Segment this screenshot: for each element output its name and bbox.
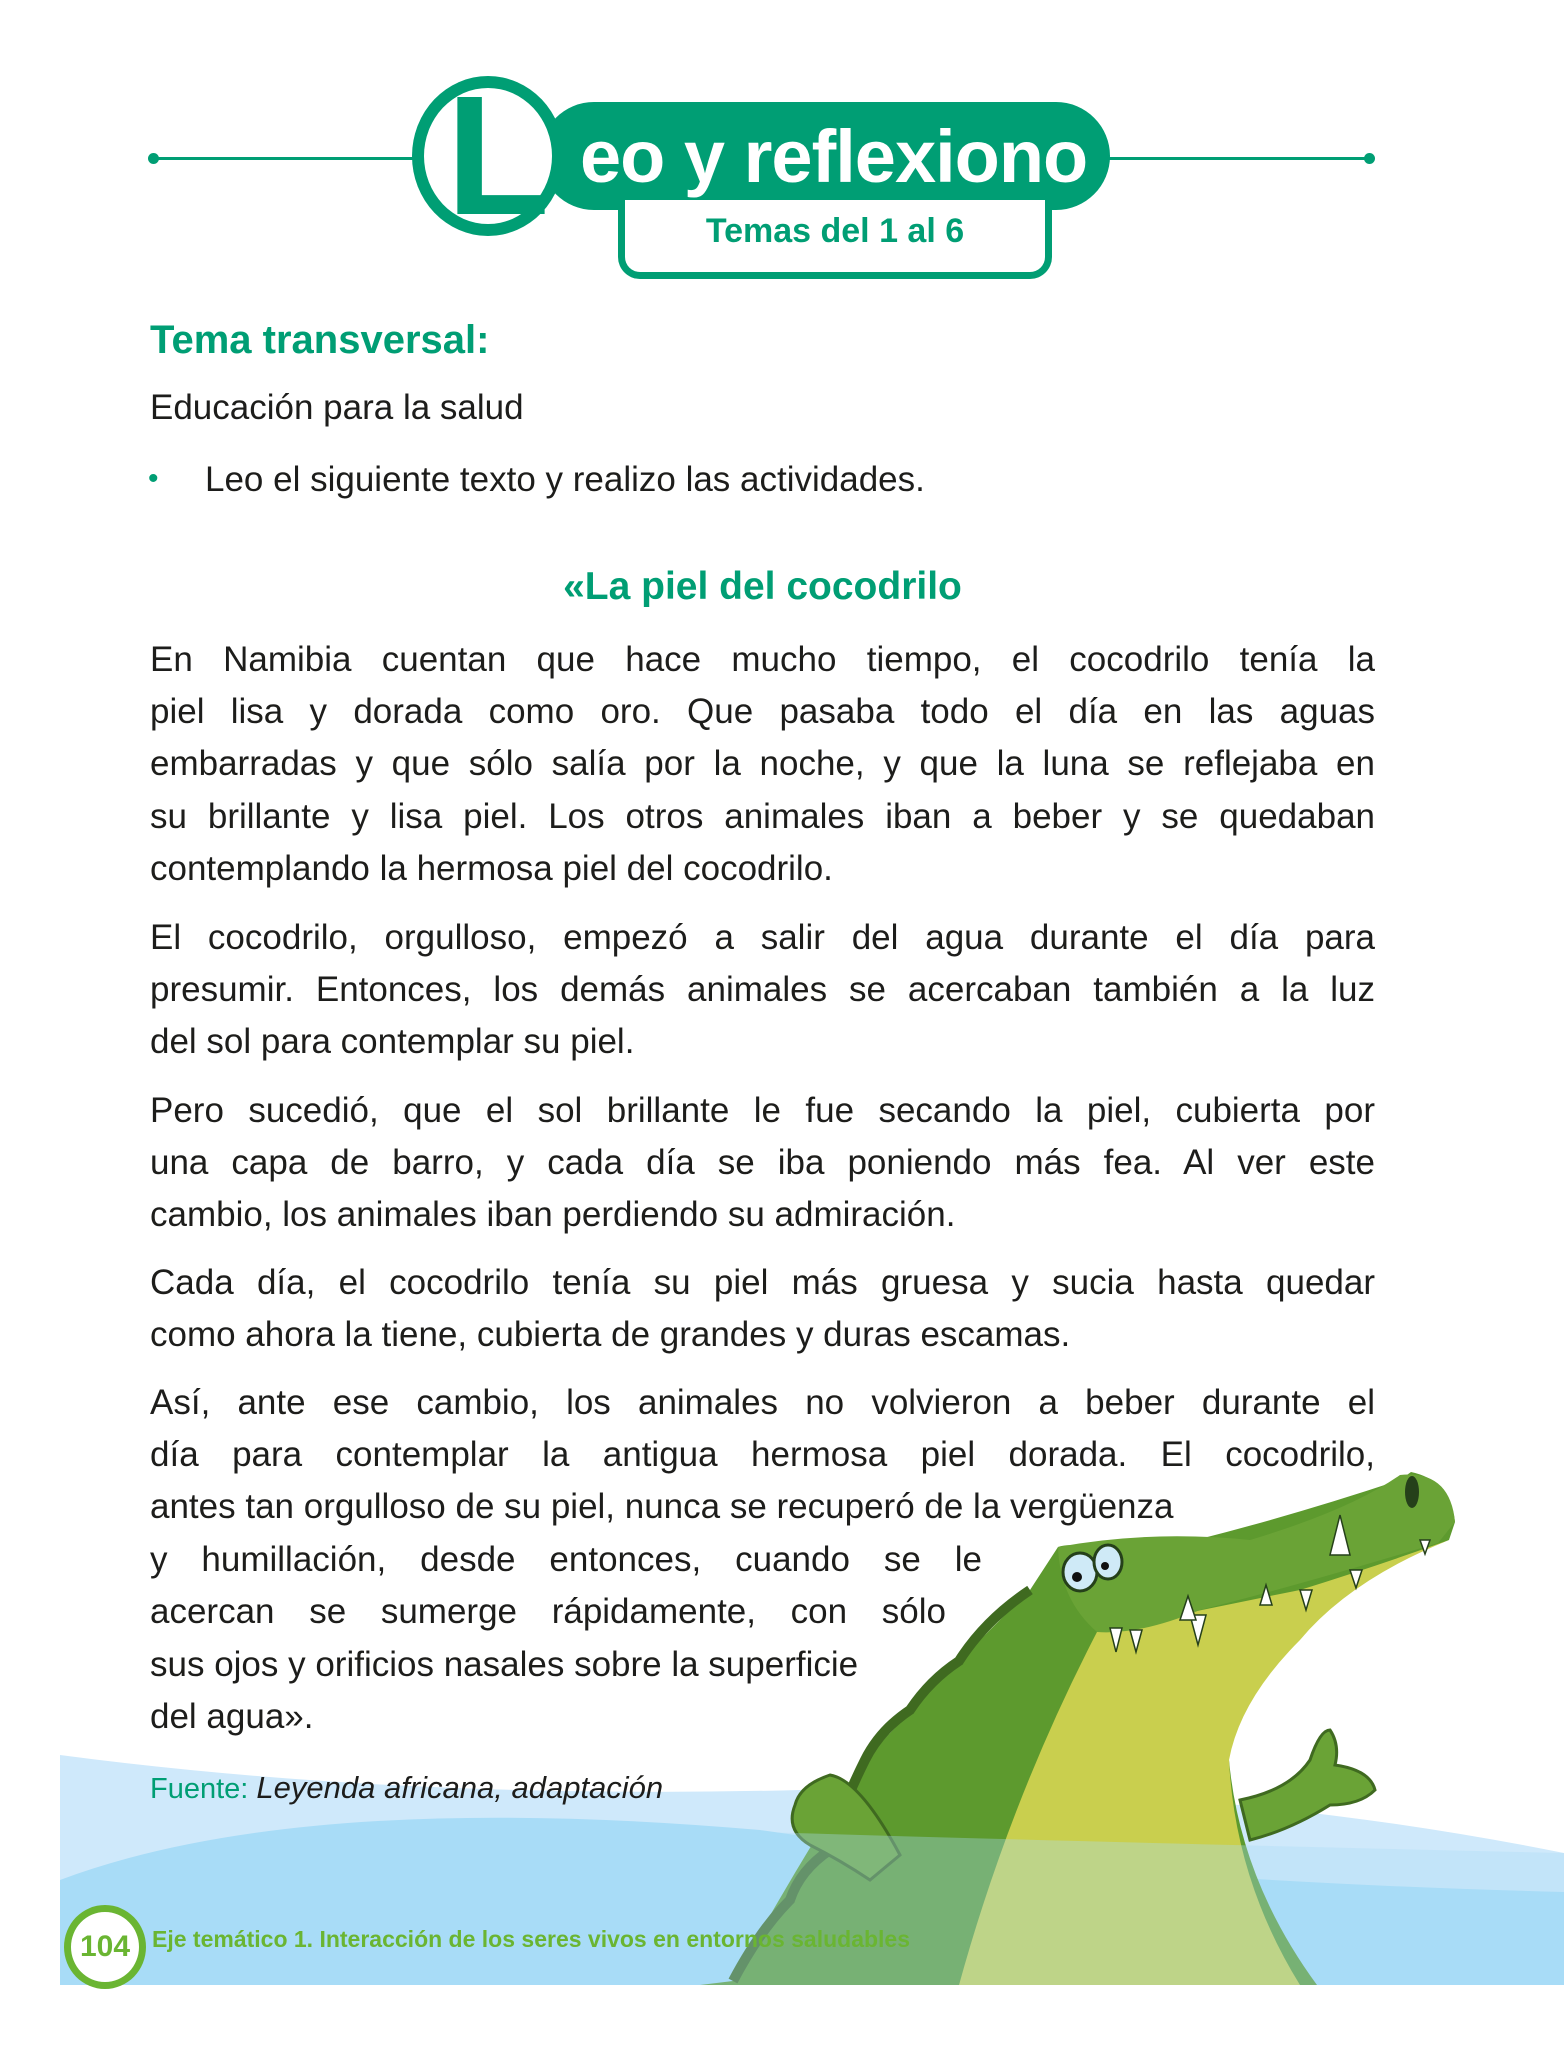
story-line: contemplando la hermosa piel del cocodrilo. — [150, 849, 833, 888]
story-line: Cada día, el cocodrilo tenía su piel más gruesa y sucia hasta quedar — [150, 1263, 1375, 1302]
story-line: presumir. Entonces, los demás animales se acercaban también a la luz — [150, 970, 1375, 1009]
story-line: El cocodrilo, orgulloso, empezó a salir del agua durante el día para — [150, 918, 1375, 957]
page-number: 104 — [64, 1905, 146, 1989]
story-line: como ahora la tiene, cubierta de grandes y duras escamas. — [150, 1315, 1071, 1354]
story-line: Pero sucedió, que el sol brillante le fue secando la piel, cubierta por — [150, 1091, 1375, 1130]
page-subtitle: Temas del 1 al 6 — [705, 212, 965, 250]
story-line: sus ojos y orificios nasales sobre la superficie — [150, 1645, 859, 1684]
theme-value: Educación para la salud — [150, 388, 524, 427]
story-line: cambio, los animales iban perdiendo su admiración. — [150, 1195, 956, 1234]
source-label: Fuente: — [150, 1773, 249, 1805]
bullet-icon: • — [148, 462, 159, 495]
story-source — [150, 1770, 663, 1806]
story-line: embarradas y que sólo salía por la noche, y que la luna se reflejaba en — [150, 744, 1375, 783]
footer-axis-title: Eje temático 1. Interacción de los seres vivos en entornos saludables — [152, 1926, 911, 1952]
story-line: Así, ante ese cambio, los animales no volvieron a beber durante el — [150, 1383, 1375, 1422]
story-line: día para contemplar la antigua hermosa piel dorada. El cocodrilo, — [150, 1435, 1375, 1474]
title-initial: L — [446, 61, 550, 251]
instruction-text: Leo el siguiente texto y realizo las actividades. — [205, 460, 925, 499]
story-title: «La piel del cocodrilo — [563, 565, 962, 608]
story-line: su brillante y lisa piel. Los otros animales iban a beber y se quedaban — [150, 797, 1375, 836]
story-line: antes tan orgulloso de su piel, nunca se recuperó de la vergüenza — [150, 1487, 1174, 1526]
theme-heading: Tema transversal: — [150, 318, 490, 362]
story-line: y humillación, desde entonces, cuando se le — [150, 1540, 982, 1579]
page-title: eo y reflexiono — [580, 115, 1088, 198]
story-line: del sol para contemplar su piel. — [150, 1022, 635, 1061]
story-line: una capa de barro, y cada día se iba poniendo más fea. Al ver este — [150, 1143, 1375, 1182]
story-line: En Namibia cuentan que hace mucho tiempo, el cocodrilo tenía la — [150, 640, 1375, 679]
story-line: del agua». — [150, 1697, 314, 1736]
story-line: piel lisa y dorada como oro. Que pasaba todo el día en las aguas — [150, 692, 1375, 731]
source-text: Leyenda africana, adaptación — [256, 1770, 664, 1805]
story-line: acercan se sumerge rápidamente, con sólo — [150, 1592, 946, 1631]
